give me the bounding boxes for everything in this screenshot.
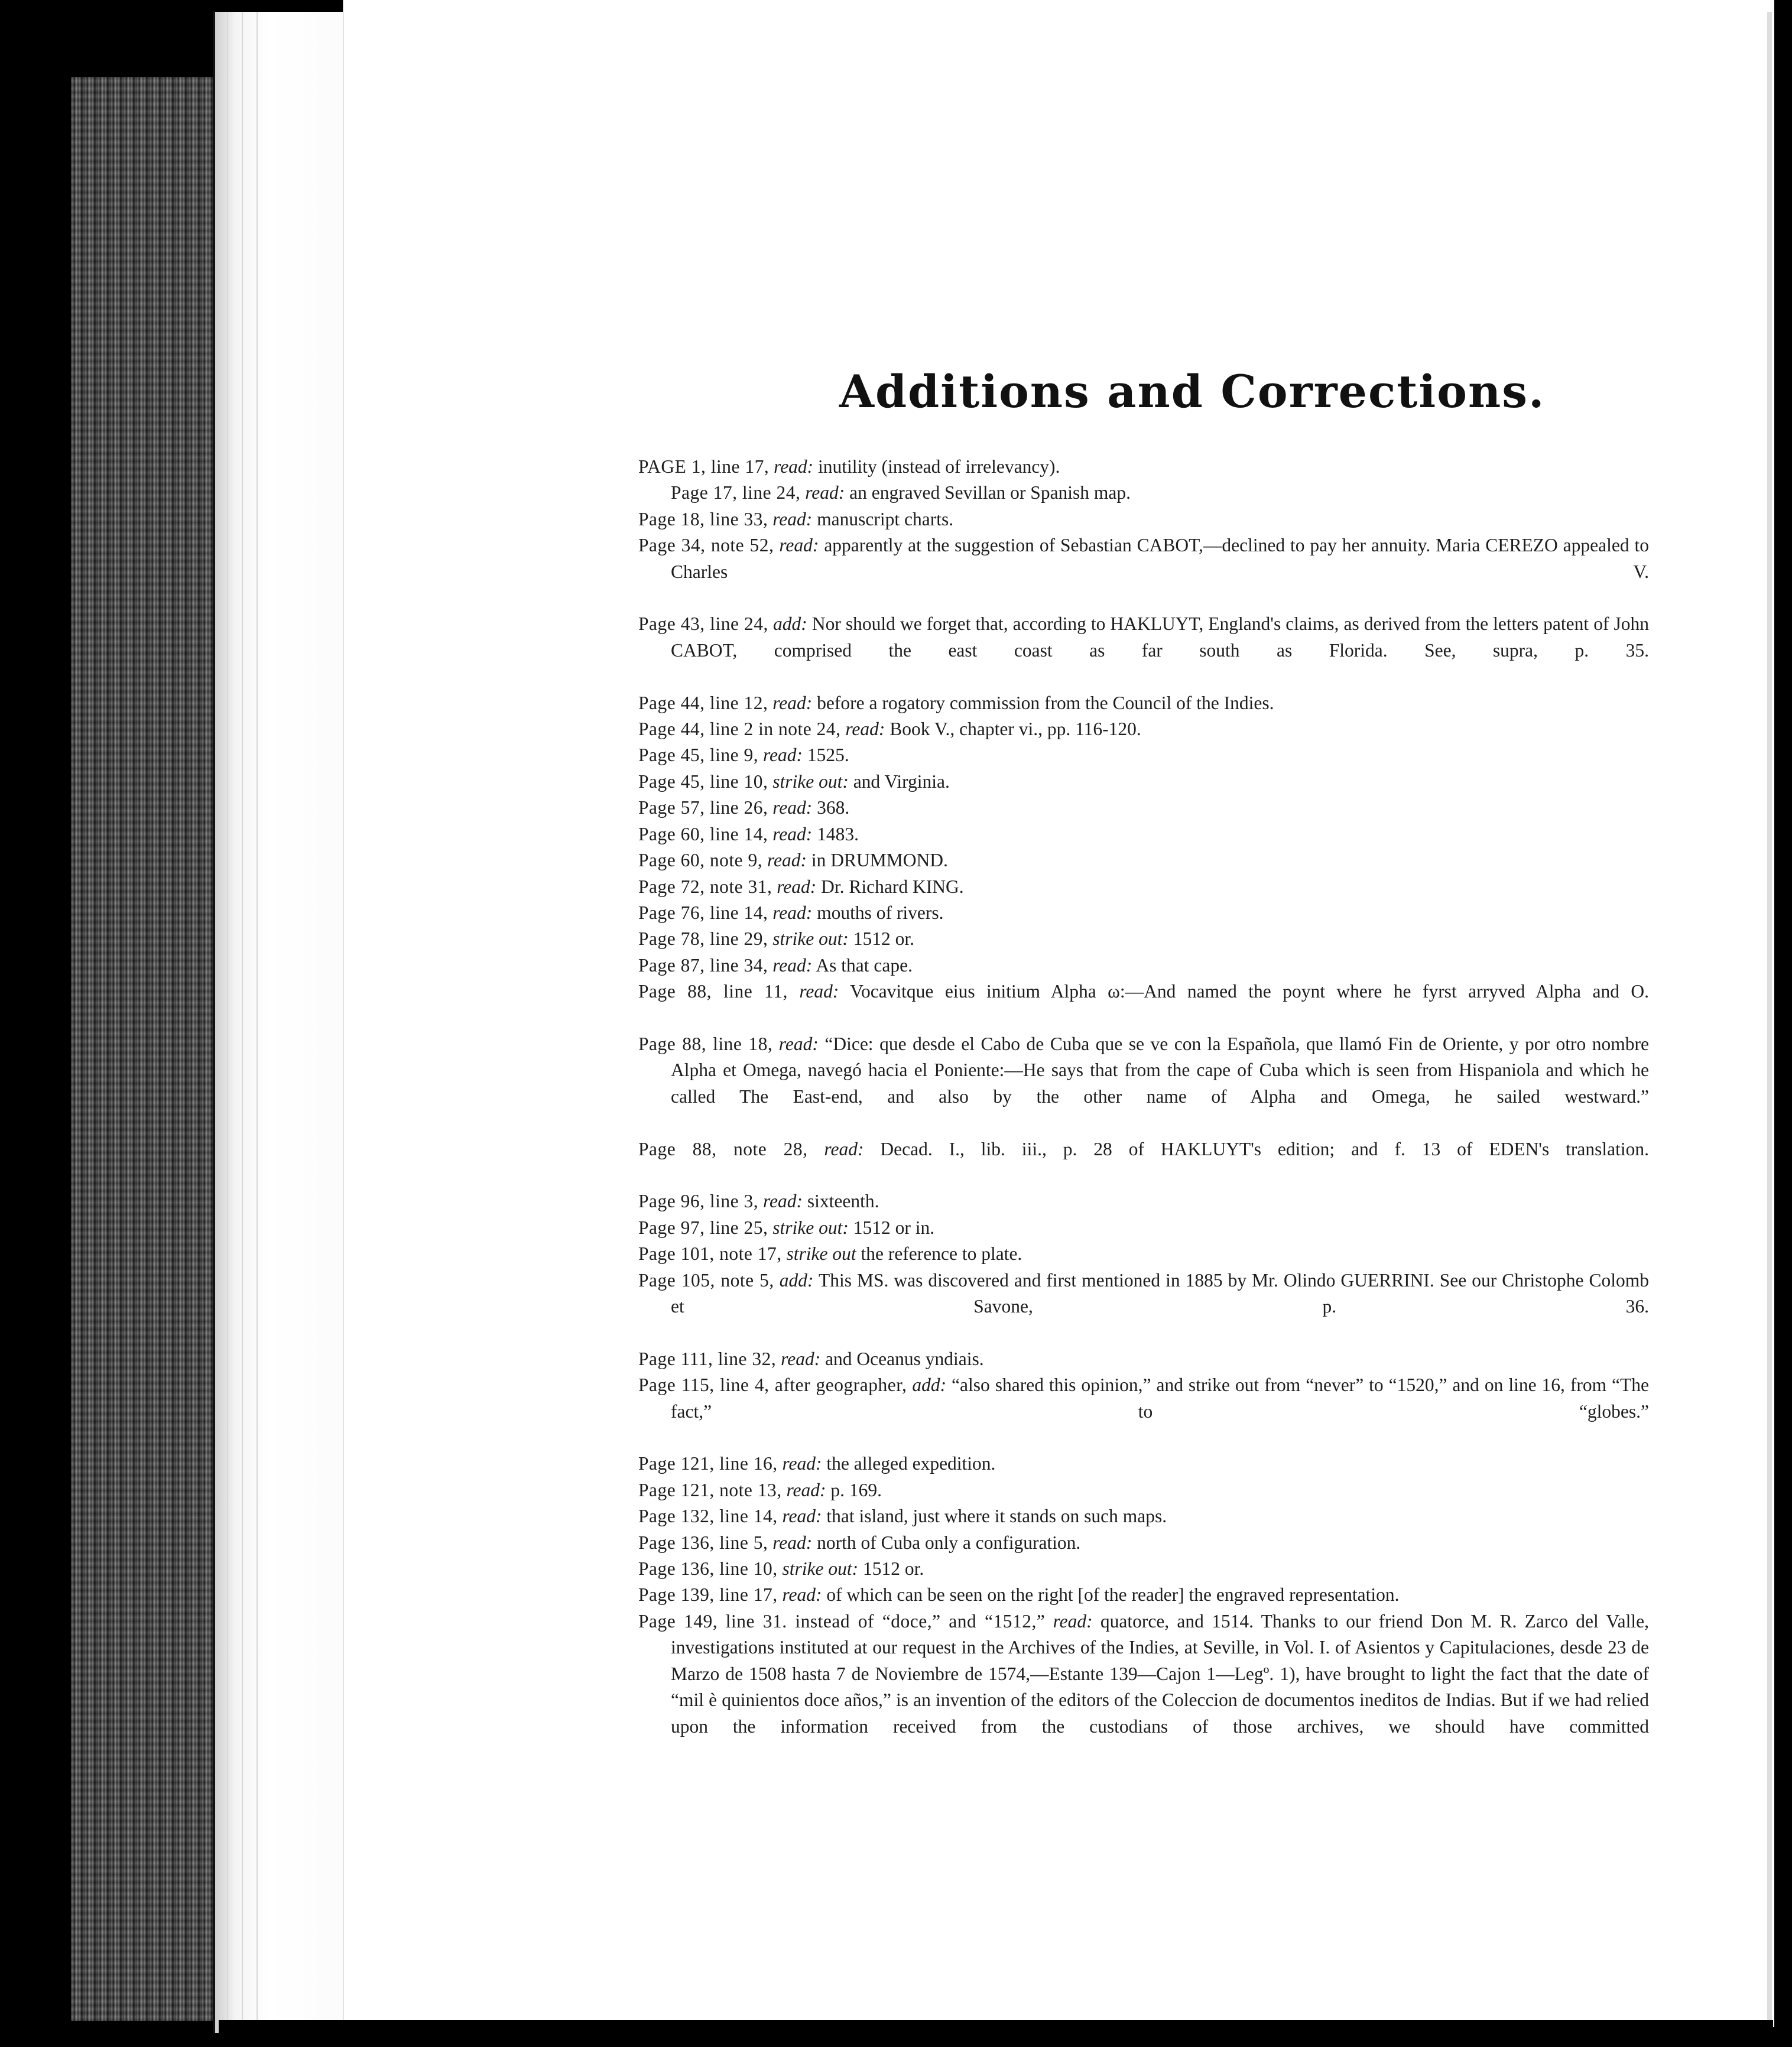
correction-entry (638, 690, 1649, 716)
entry-page-ref: Page 88, line 18, (638, 1033, 773, 1054)
correction-entry (638, 1530, 1649, 1556)
entry-instruction: read: (786, 1479, 826, 1500)
correction-entry (638, 1346, 1649, 1372)
entry-text: 368. (817, 797, 850, 818)
correction-entry (638, 611, 1649, 690)
entry-text: sixteenth. (807, 1191, 879, 1212)
entry-text: mouths of rivers. (817, 902, 944, 923)
entry-page-ref: Page 78, line 29, (638, 928, 768, 950)
entry-text: Book V., chapter vi., pp. 116-120. (889, 719, 1141, 740)
entry-page-ref: Page 136, line 10, (638, 1558, 778, 1580)
entry-instruction: read: (805, 482, 845, 503)
correction-entry (638, 1477, 1649, 1503)
correction-entry (638, 1136, 1649, 1189)
entry-text: 1512 or. (862, 1558, 924, 1580)
entry-instruction: read: (772, 692, 813, 713)
entry-page-ref: Page 45, line 10, (638, 771, 768, 792)
correction-entry (638, 874, 1649, 900)
entry-text: apparently at the suggestion of Sebastian CABOT,—declined to pay her annuity. Maria CEREZO appealed to Charles V. (671, 535, 1650, 582)
entry-text: and Virginia. (853, 771, 950, 792)
correction-entry (638, 821, 1649, 847)
entry-instruction: read: (778, 1033, 819, 1054)
entry-text: inutility (instead of irrelevancy). (818, 456, 1060, 477)
entry-instruction: read: (782, 1584, 822, 1606)
entry-page-ref: Page 132, line 14, (638, 1506, 778, 1527)
entry-instruction: strike out (786, 1243, 856, 1265)
entry-page-ref: Page 17, line 24, (671, 482, 801, 503)
entry-instruction: read: (782, 1453, 822, 1474)
correction-entry (638, 1503, 1649, 1529)
entry-text: 1525. (807, 745, 849, 766)
entry-page-ref: Page 139, line 17, (638, 1584, 778, 1606)
correction-entry (638, 742, 1649, 768)
entry-text: manuscript charts. (817, 508, 954, 529)
entry-text: 1512 or in. (853, 1217, 935, 1238)
entry-page-ref: Page 76, line 14, (638, 902, 768, 923)
correction-entry (638, 769, 1649, 795)
entry-page-ref: Page 44, line 12, (638, 692, 768, 713)
correction-entry (638, 506, 1649, 532)
entry-instruction: read: (781, 1348, 821, 1369)
correction-entry (638, 1241, 1649, 1267)
entry-instruction: read: (762, 745, 803, 766)
corrections-list (638, 454, 1649, 1766)
entry-instruction: read: (762, 1191, 803, 1212)
entry-page-ref: Page 105, note 5, (638, 1269, 774, 1291)
entry-instruction: add: (773, 613, 807, 635)
entry-text: “Dice: que desde el Cabo de Cuba que se ve con la Española, que llamó Fin de Oriente, y por otro nombre Alpha et Omega, navegó hacia el Poniente:—He says that from the cape of Cuba which is seen from Hispaniola and which he called The East-end, and also by the other name of Alpha and Omega, he sailed westward.” (671, 1033, 1650, 1107)
entry-instruction: strike out: (772, 928, 849, 950)
entry-instruction: read: (779, 535, 819, 556)
entry-text: Decad. I., lib. iii., p. 28 of HAKLUYT's edition; and f. 13 of EDEN's translation. (880, 1138, 1650, 1159)
entry-page-ref: Page 115, line 4, after geographer, (638, 1375, 907, 1396)
entry-page-ref: Page 111, line 32, (638, 1348, 777, 1369)
entry-page-ref: Page 136, line 5, (638, 1532, 768, 1553)
entry-text: 1483. (817, 823, 859, 844)
entry-instruction: read: (767, 850, 807, 871)
book-binding-gutter (213, 12, 351, 2033)
correction-entry (638, 1215, 1649, 1241)
entry-text: As that cape. (816, 954, 913, 976)
entry-instruction: strike out: (782, 1558, 859, 1580)
entry-text: the alleged expedition. (826, 1453, 996, 1474)
correction-entry (638, 979, 1649, 1031)
entry-text: Dr. Richard KING. (821, 876, 964, 897)
entry-text: the reference to plate. (861, 1243, 1022, 1265)
entry-text: Nor should we forget that, according to HAKLUYT, England's claims, as derived from the letters patent of John CABOT, comprised the east coast as far south as Florida. See, supra, p. 35. (671, 613, 1650, 661)
entry-page-ref: Page 57, line 26, (638, 797, 768, 818)
entry-instruction: read: (777, 876, 817, 897)
correction-entry (638, 716, 1649, 742)
entry-text: and Oceanus yndiais. (825, 1348, 984, 1369)
entry-page-ref: Page 87, line 34, (638, 954, 768, 976)
entry-instruction: read: (772, 1532, 813, 1553)
entry-page-ref: Page 72, note 31, (638, 876, 772, 897)
entry-instruction: read: (799, 981, 839, 1002)
entry-text: an engraved Sevillan or Spanish map. (849, 482, 1131, 503)
entry-page-ref: Page 101, note 17, (638, 1243, 782, 1265)
entry-text: 1512 or. (853, 928, 914, 950)
entry-text: of which can be seen on the right [of the reader] the engraved representation. (826, 1584, 1400, 1606)
entry-instruction: add: (912, 1375, 947, 1396)
entry-instruction: read: (845, 719, 885, 740)
correction-entry (638, 532, 1649, 611)
entry-instruction: read: (782, 1506, 822, 1527)
entry-instruction: read: (1053, 1610, 1093, 1632)
correction-entry (638, 1609, 1649, 1766)
correction-entry (638, 1582, 1649, 1608)
entry-instruction: read: (772, 508, 813, 529)
entry-page-ref: Page 88, note 28, (638, 1138, 808, 1159)
correction-entry (638, 1451, 1649, 1477)
page-right-edge (1767, 12, 1772, 2021)
entry-instruction: read: (772, 823, 813, 844)
correction-entry (638, 1031, 1649, 1136)
correction-entry (638, 847, 1649, 873)
correction-entry (638, 1188, 1649, 1214)
correction-entry (638, 926, 1649, 952)
correction-entry (638, 1556, 1649, 1582)
correction-entry (638, 900, 1649, 926)
entry-page-ref: Page 121, note 13, (638, 1479, 782, 1500)
entry-instruction: read: (772, 954, 813, 976)
entry-page-ref: Page 43, line 24, (638, 613, 768, 635)
entry-page-ref: Page 45, line 9, (638, 745, 759, 766)
entry-text: in DRUMMOND. (811, 850, 948, 871)
entry-text: north of Cuba only a configuration. (817, 1532, 1081, 1553)
entry-text: that island, just where it stands on such maps. (826, 1506, 1167, 1527)
entry-instruction: read: (774, 456, 814, 477)
entry-instruction: strike out: (772, 1217, 849, 1238)
entry-page-ref: Page 97, line 25, (638, 1217, 768, 1238)
entry-text: quatorce, and 1514. Thanks to our friend Don M. R. Zarco del Valle, investigations instituted at our request in the Archives of the Indies, at Seville, in Vol. I. of Asientos y Capitulaciones, desde 23 de Marzo de 1508 hasta 7 de Noviembre de 1574,—Estante 139—Cajon 1—Legº. 1), have brought to light the fact that the date of “mil è quinientos doce años,” is an invention of the editors of the Coleccion de documentos ineditos de Indias. But if we had relied upon the information received from the custodians of those archives, we should have committed (671, 1610, 1650, 1737)
entry-page-ref: Page 121, line 16, (638, 1453, 778, 1474)
entry-page-ref: Page 44, line 2 in note 24, (638, 719, 841, 740)
correction-entry (638, 953, 1649, 979)
correction-entry (638, 1268, 1649, 1346)
entry-instruction: read: (772, 797, 813, 818)
entry-page-ref: Page 88, line 11, (638, 981, 788, 1002)
bottom-shadow (219, 2020, 1773, 2047)
correction-entry (638, 454, 1649, 480)
entry-instruction: strike out: (772, 771, 849, 792)
correction-entry (638, 480, 1649, 506)
entry-page-ref: Page 34, note 52, (638, 535, 774, 556)
page-heading: Additions and Corrections. (839, 365, 1546, 418)
entry-page-ref: Page 60, note 9, (638, 850, 763, 871)
entry-instruction: read: (824, 1138, 864, 1159)
correction-entry (638, 795, 1649, 821)
entry-page-ref: Page 149, line 31. instead of “doce,” and “1512,” (638, 1610, 1046, 1632)
entry-page-ref: PAGE 1, line 17, (638, 456, 770, 477)
entry-text: before a rogatory commission from the Council of the Indies. (817, 692, 1274, 713)
entry-text: Vocavitque eius initium Alpha ω:—And named the poynt where he fyrst arryved Alpha and O. (850, 981, 1650, 1002)
entry-text: p. 169. (830, 1479, 882, 1500)
correction-entry (638, 1372, 1649, 1451)
entry-instruction: read: (772, 902, 813, 923)
entry-page-ref: Page 96, line 3, (638, 1191, 759, 1212)
entry-instruction: add: (779, 1269, 814, 1291)
entry-page-ref: Page 18, line 33, (638, 508, 768, 529)
entry-page-ref: Page 60, line 14, (638, 823, 768, 844)
entry-text: This MS. was discovered and first mentioned in 1885 by Mr. Olindo GUERRINI. See our Christophe Colomb et Savone, p. 36. (671, 1269, 1649, 1317)
entry-text: “also shared this opinion,” and strike out from “never” to “1520,” and on line 16, from “The fact,” to “globes.” (671, 1375, 1650, 1422)
